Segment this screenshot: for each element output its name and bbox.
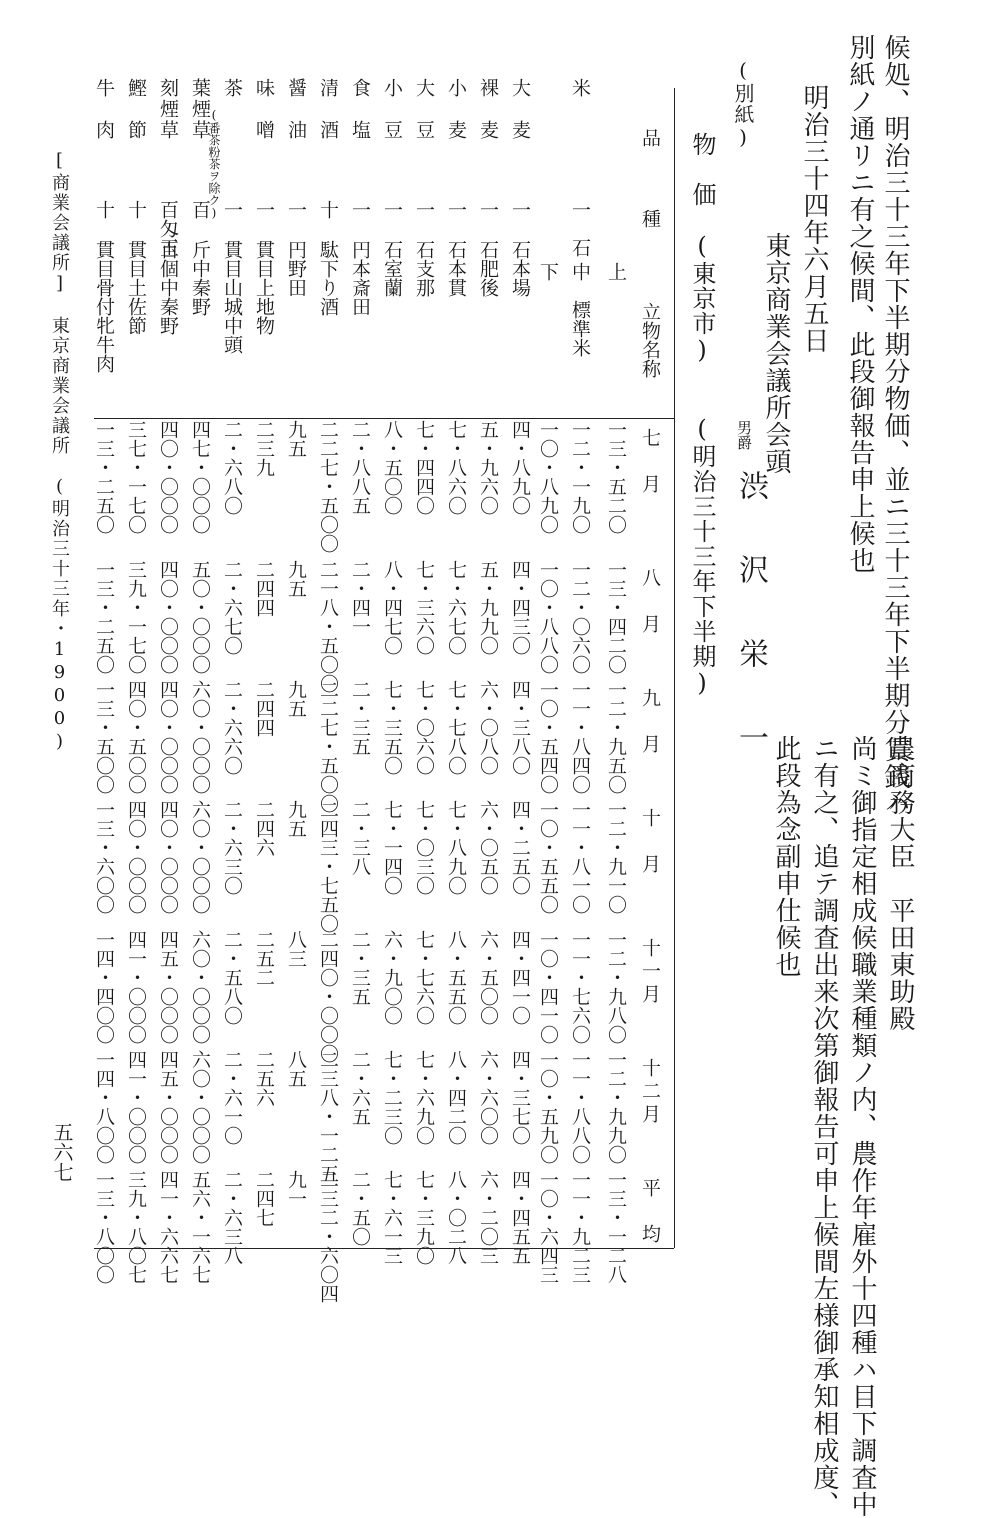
table-cell: 二・三八 — [349, 800, 371, 876]
table-cell: 八・五〇〇 — [381, 420, 403, 515]
table-cell: 六・五〇〇 — [477, 930, 499, 1025]
table-cell: 二二七・五〇〇 — [317, 420, 339, 553]
row-item: 小 麦 — [445, 78, 467, 141]
row-item: 清 酒 — [317, 78, 339, 141]
table-cell: 四・四五五 — [509, 1170, 531, 1265]
attachment-label: (別紙) — [731, 58, 755, 150]
row-name: 駄下り酒 — [317, 240, 339, 316]
rice-grade: 中 標準米 — [569, 262, 591, 357]
table-cell: 一三・五〇〇 — [93, 680, 115, 794]
table-cell: 三七・一七〇 — [125, 420, 147, 534]
table-cell: 九五 — [285, 420, 307, 458]
row-unit: 一 — [221, 200, 243, 219]
table-cell: 二四六 — [253, 800, 275, 857]
row-name: 貫目上地物 — [253, 240, 275, 335]
letter-line-2: 別紙ノ通リニ有之候間、此段御報告申上候也 — [845, 34, 875, 574]
footer-source: [商業会議所] 東京商業会議所 (明治三十三年・1900) — [49, 150, 70, 754]
month-header: 十一月 — [639, 938, 661, 1007]
table-title: 物 価 (東京市) (明治三十三年下半期) — [688, 132, 716, 698]
month-header: 七 月 — [639, 428, 661, 497]
table-cell: 二三八・一二五 — [317, 1050, 339, 1183]
row-item: 大 豆 — [413, 78, 435, 141]
table-cell: 二三二・六〇四 — [317, 1170, 339, 1303]
row-unit: 百匁玉 — [157, 200, 179, 257]
table-cell: 八五 — [285, 1050, 307, 1088]
letter-body-2: ニ有之、追テ調査出来次第御報告可申上候間左様御承知相成度、 — [809, 735, 839, 1518]
table-cell: 一一・八八〇 — [569, 1050, 591, 1164]
table-cell: 二・六五 — [349, 1050, 371, 1126]
row-unit: 十 — [93, 200, 115, 219]
row-item: 葉煙草 — [189, 78, 211, 141]
row-name: 貫目骨付牝牛肉 — [93, 240, 115, 373]
table-cell: 二五二 — [253, 930, 275, 987]
table-cell: 一一・八四〇 — [569, 680, 591, 794]
table-cell: 六・〇五〇 — [477, 800, 499, 895]
table-cell: 四・三七〇 — [509, 1050, 531, 1145]
table-header-rule — [94, 418, 674, 419]
table-cell: 五・九六〇 — [477, 420, 499, 515]
row-name: 石本場 — [509, 240, 531, 297]
table-cell: 六・六〇〇 — [477, 1050, 499, 1145]
row-item: 裸 麦 — [477, 78, 499, 141]
row-name: 円本斎田 — [349, 240, 371, 316]
month-header: 平 均 — [639, 1178, 661, 1247]
letter-body-3: 此段為念副申仕候也 — [771, 735, 801, 978]
letter-line-1: 候処、明治三十三年下半期分物価、並ニ三十三年下半期分賃銭ハ — [880, 34, 910, 817]
table-cell: 二・三五 — [349, 930, 371, 1006]
table-cell: 一〇・六四三 — [537, 1170, 559, 1284]
row-item: 刻煙草 — [157, 78, 179, 141]
table-cell: 一三・二五〇 — [93, 560, 115, 674]
rice-grade: 下 — [537, 262, 559, 281]
table-cell: 二・四一 — [349, 560, 371, 636]
table-cell: 四・八九〇 — [509, 420, 531, 515]
table-cell: 二一八・五〇〇 — [317, 560, 339, 693]
table-cell: 四一・〇〇〇 — [125, 1050, 147, 1164]
row-name: 斤中秦野 — [189, 240, 211, 316]
table-cell: 二四四 — [253, 680, 275, 737]
month-header: 十 月 — [639, 808, 661, 877]
table-cell: 八・四七〇 — [381, 560, 403, 655]
table-cell: 四〇・〇〇〇 — [125, 800, 147, 914]
letter-sender-name: 渋 沢 栄 一 — [733, 470, 768, 764]
row-unit: 一 — [381, 200, 403, 219]
row-unit: 一 — [445, 200, 467, 219]
row-name: 石支那 — [413, 240, 435, 297]
letter-addressee: 農商務大臣 平田東助殿 — [885, 735, 915, 1032]
letter-sender-org: 東京商業会議所会頭 — [761, 232, 791, 475]
table-cell: 四七・〇〇〇 — [189, 420, 211, 534]
row-unit: 十 — [317, 200, 339, 219]
letter-sender-rank: 男爵 — [735, 420, 753, 450]
table-cell: 七・六七〇 — [445, 560, 467, 655]
table-cell: 一〇・五九〇 — [537, 1050, 559, 1164]
letter-date: 明治三十四年六月五日 — [799, 84, 829, 354]
table-cell: 七・七八〇 — [445, 680, 467, 775]
table-cell: 七・六九〇 — [413, 1050, 435, 1145]
table-cell: 一〇・五四〇 — [537, 680, 559, 794]
table-cell: 四〇・〇〇〇 — [157, 800, 179, 914]
header-name: 立物名称 — [639, 302, 661, 378]
table-cell: 三九・一七〇 — [125, 560, 147, 674]
table-right-rule — [674, 88, 675, 1248]
row-item: 食 塩 — [349, 78, 371, 141]
row-unit: 百 — [189, 200, 211, 219]
table-cell: 一一・八一〇 — [569, 800, 591, 914]
table-cell: 四〇・〇〇〇 — [157, 560, 179, 674]
table-cell: 四〇・五〇〇 — [125, 680, 147, 794]
table-cell: 二・八八五 — [349, 420, 371, 515]
table-cell: 四・二五〇 — [509, 800, 531, 895]
table-cell: 二四七 — [253, 1170, 275, 1227]
table-cell: 九五 — [285, 680, 307, 718]
table-cell: 五・九九〇 — [477, 560, 499, 655]
row-item: 米 — [569, 78, 591, 97]
table-cell: 七・〇三〇 — [413, 800, 435, 895]
table-cell: 二五六 — [253, 1050, 275, 1107]
table-cell: 二・六一〇 — [221, 1050, 243, 1145]
table-cell: 八三 — [285, 930, 307, 968]
table-cell: 二・三五 — [349, 680, 371, 756]
table-cell: 四・四三〇 — [509, 560, 531, 655]
table-cell: 二・六七〇 — [221, 560, 243, 655]
table-cell: 一三・一二八 — [605, 1170, 627, 1284]
table-cell: 二・五八〇 — [221, 930, 243, 1025]
table-cell: 一四・四〇〇 — [93, 930, 115, 1044]
rice-grade: 上 — [605, 262, 627, 281]
table-cell: 七・六一三 — [381, 1170, 403, 1265]
table-cell: 四〇・〇〇〇 — [157, 420, 179, 534]
month-header: 十二月 — [639, 1058, 661, 1127]
table-cell: 一三・四二〇 — [605, 560, 627, 674]
table-cell: 七・八六〇 — [445, 420, 467, 515]
table-cell: 一二・九五〇 — [605, 680, 627, 794]
month-header: 九 月 — [639, 688, 661, 757]
table-cell: 二・六八〇 — [221, 420, 243, 515]
table-cell: 二・六三八 — [221, 1170, 243, 1265]
table-cell: 七・二三〇 — [381, 1050, 403, 1145]
table-cell: 九五 — [285, 560, 307, 598]
table-cell: 一〇・五五〇 — [537, 800, 559, 914]
row-name: 石本貫 — [445, 240, 467, 297]
table-cell: 一三・五二〇 — [605, 420, 627, 534]
table-cell: 二・六三〇 — [221, 800, 243, 895]
table-cell: 一〇・八九〇 — [537, 420, 559, 534]
row-item: 鰹 節 — [125, 78, 147, 141]
table-cell: 五〇・〇〇〇 — [189, 560, 211, 674]
row-unit: 一 — [349, 200, 371, 219]
row-unit: 一 — [285, 200, 307, 219]
table-cell: 三九・八〇七 — [125, 1170, 147, 1284]
table-cell: 一一・七六〇 — [569, 930, 591, 1044]
table-cell: 七・三六〇 — [413, 560, 435, 655]
table-cell: 四一・六六七 — [157, 1170, 179, 1284]
letter-body-1: 尚ミ御指定相成候職業種類ノ内、農作年雇外十四種ハ目下調査中 — [847, 735, 877, 1518]
table-cell: 二・五〇 — [349, 1170, 371, 1246]
row-name: 貫目山城中頭 — [221, 240, 243, 354]
table-cell: 二三九 — [253, 420, 275, 477]
table-cell: 二四〇・〇〇〇 — [317, 930, 339, 1063]
row-item: 牛 肉 — [93, 78, 115, 141]
table-cell: 一〇・八八〇 — [537, 560, 559, 674]
table-cell: 七・七六〇 — [413, 930, 435, 1025]
row-unit: 一 石 — [569, 200, 591, 257]
table-cell: 四五・〇〇〇 — [157, 930, 179, 1044]
row-item: 小 豆 — [381, 78, 403, 141]
row-unit: 一 — [413, 200, 435, 219]
table-cell: 六・九〇〇 — [381, 930, 403, 1025]
table-cell: 八・五五〇 — [445, 930, 467, 1025]
row-unit: 一 — [477, 200, 499, 219]
table-cell: 七・三五〇 — [381, 680, 403, 775]
row-note: (番茶粉茶ヲ除ク) — [207, 108, 221, 220]
table-cell: 四一・〇〇〇 — [125, 930, 147, 1044]
row-name: 百個中秦野 — [157, 240, 179, 335]
row-item: 醤 油 — [285, 78, 307, 141]
table-cell: 一二・九八〇 — [605, 930, 627, 1044]
table-cell: 九一 — [285, 1170, 307, 1208]
table-cell: 九五 — [285, 800, 307, 838]
table-cell: 六〇・〇〇〇 — [189, 680, 211, 794]
table-cell: 四・四一〇 — [509, 930, 531, 1025]
table-cell: 四五・〇〇〇 — [157, 1050, 179, 1164]
page-number: 五六七 — [50, 1122, 74, 1182]
table-cell: 五六・一六七 — [189, 1170, 211, 1284]
table-cell: 二四四 — [253, 560, 275, 617]
table-cell: 一三・八〇〇 — [93, 1170, 115, 1284]
table-cell: 七・一四〇 — [381, 800, 403, 895]
table-cell: 一二・九九〇 — [605, 1050, 627, 1164]
table-cell: 二・六六〇 — [221, 680, 243, 775]
table-cell: 一三・六〇〇 — [93, 800, 115, 914]
table-cell: 一二・九一〇 — [605, 800, 627, 914]
row-name: 円野田 — [285, 240, 307, 297]
table-cell: 八・四二〇 — [445, 1050, 467, 1145]
row-unit: 一 — [253, 200, 275, 219]
table-cell: 六〇・〇〇〇 — [189, 930, 211, 1044]
table-cell: 七・四四〇 — [413, 420, 435, 515]
table-cell: 一二・〇六〇 — [569, 560, 591, 674]
row-name: 石肥後 — [477, 240, 499, 297]
table-cell: 六・二〇三 — [477, 1170, 499, 1265]
row-item: 味 噌 — [253, 78, 275, 141]
table-cell: 一三・二五〇 — [93, 420, 115, 534]
table-cell: 七・八九〇 — [445, 800, 467, 895]
table-cell: 一二・一九〇 — [569, 420, 591, 534]
table-cell: 一一・九二三 — [569, 1170, 591, 1284]
table-cell: 二二七・五〇〇 — [317, 680, 339, 813]
table-cell: 六・〇八〇 — [477, 680, 499, 775]
row-item: 大 麦 — [509, 78, 531, 141]
table-cell: 七・三九〇 — [413, 1170, 435, 1265]
table-cell: 八・〇二八 — [445, 1170, 467, 1265]
table-cell: 一四・八〇〇 — [93, 1050, 115, 1164]
row-unit: 十 — [125, 200, 147, 219]
table-cell: 四・三八〇 — [509, 680, 531, 775]
row-unit: 一 — [509, 200, 531, 219]
table-cell: 四〇・〇〇〇 — [157, 680, 179, 794]
row-name: 貫目土佐節 — [125, 240, 147, 335]
table-cell: 一〇・四一〇 — [537, 930, 559, 1044]
table-cell: 二四三・七五〇 — [317, 800, 339, 933]
row-item: 茶 — [221, 78, 243, 97]
header-item: 品 種 — [639, 128, 661, 236]
table-cell: 六〇・〇〇〇 — [189, 800, 211, 914]
month-header: 八 月 — [639, 568, 661, 637]
row-name: 石室蘭 — [381, 240, 403, 297]
table-cell: 六〇・〇〇〇 — [189, 1050, 211, 1164]
table-cell: 七・〇六〇 — [413, 680, 435, 775]
